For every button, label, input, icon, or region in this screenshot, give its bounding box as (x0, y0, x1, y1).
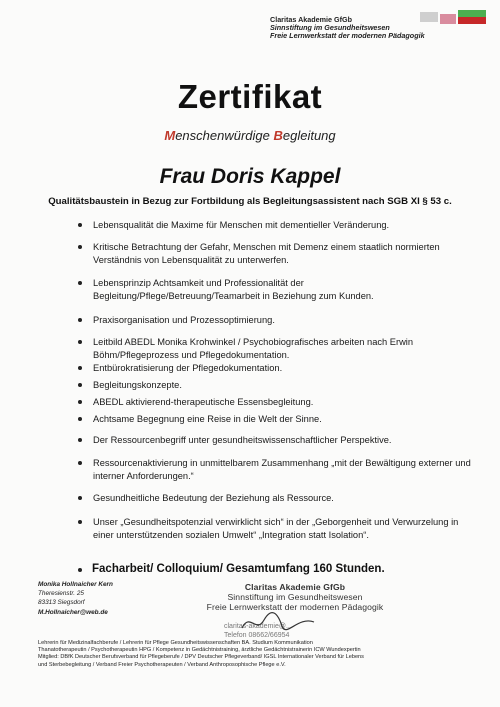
list-item-text: Gesundheitliche Bedeutung der Beziehung als Ressource. (93, 493, 334, 503)
logo-bar-red (458, 17, 486, 24)
bullet-icon (78, 438, 82, 442)
list-item-text: Praxisorganisation und Prozessoptimierung. (93, 315, 275, 325)
total-hours-text: Facharbeit/ Colloquium/ Gesamtumfang 160 Stunden. (92, 563, 385, 575)
footer-line-3: Mitglied: DBfK Deutscher Berufsverband für Pflegeberufe / DPV Deutscher Pflegeverband/ IGSL Internationaler Verband für Lebens (38, 654, 364, 661)
qualification-statement: Qualitätsbaustein in Bezug zur Fortbildung als Begleitungsassistent nach SGB XI § 53 c. (48, 196, 452, 207)
list-item (93, 516, 473, 541)
bullet-icon (78, 318, 82, 322)
certificate-title: Zertifikat (177, 78, 323, 115)
list-item-text: Lebensqualität die Maxime für Menschen mit dementieller Veränderung. (93, 220, 390, 230)
handwritten-signature (238, 608, 318, 638)
list-item (93, 314, 473, 327)
list-item-text: Der Ressourcenbegriff unter gesundheitswissenschaftlicher Perspektive. (93, 435, 392, 445)
bullet-icon (78, 417, 82, 421)
total-hours-line (92, 563, 385, 575)
list-item-text: Leitbild ABEDL Monika Krohwinkel / Psychobiografisches arbeiten nach Erwin Böhm/Pflegeprozess und Pflegedokumentation. (93, 337, 414, 360)
stamp-phone: Telefon 08662/66954 (224, 632, 290, 639)
stamp-line-1: Claritas Akademie GfGb (244, 582, 346, 592)
subtitle-initial-m: M (164, 128, 176, 143)
issuer-street: Theresienstr. 25 (38, 590, 84, 598)
academy-logo (270, 10, 492, 40)
logo-tagline-1: Sinnstiftung im Gesundheitswesen (270, 23, 390, 32)
logo-bar-green (458, 10, 486, 17)
footer-line-4: und Sterbebegleitung / Verband Freier Psychotherapeuten / Verband Anthroposophische Pflege e.V. (38, 661, 286, 668)
subtitle-word-1: enschenwürdige (175, 128, 274, 143)
issuer-city: 83313 Siegsdorf (38, 599, 85, 607)
bullet-icon (78, 366, 82, 370)
list-item-text: Ressourcenaktivierung in unmittelbarem Zusammenhang „mit der Bewältigung externer und interner Anforderungen.“ (93, 458, 471, 481)
bullet-icon (78, 245, 82, 249)
bullet-icon (78, 400, 82, 404)
list-item (93, 336, 473, 361)
issuer-name: Monika Hollnaicher Kern (38, 581, 113, 588)
stamp-line-3: Freie Lernwerkstatt der modernen Pädagogik (206, 602, 384, 612)
logo-bar-gray (420, 12, 438, 22)
bullet-icon (78, 496, 82, 500)
list-item (93, 413, 473, 426)
logo-bar-pink (440, 14, 456, 24)
logo-academy-name: Claritas Akademie GfGb (270, 15, 353, 24)
list-item (93, 492, 473, 505)
issuer-email: M.Hollnaicher@web.de (38, 608, 108, 616)
list-item (93, 362, 473, 375)
list-item-text: ABEDL aktivierend-therapeutische Essensbegleitung. (93, 397, 314, 407)
recipient-name: Frau Doris Kappel (159, 165, 341, 188)
issuer-credentials-footer (38, 640, 478, 669)
bullet-icon (78, 223, 82, 227)
footer-line-1: Lehrerin für Medizinalfachberufe / Lehrerin für Pflege Gesundheitswissenschaften BA. Studium Kommunikation (38, 640, 313, 646)
list-item (93, 396, 473, 409)
list-item (93, 434, 473, 447)
list-item-text: Begleitungskonzepte. (93, 380, 182, 390)
list-item-text: Unser „Gesundheitspotenzial verwirklicht sich“ in der „Geborgenheit und Verwurzelung in einer unterstützenden sozialen Umwelt“ „Integration statt Isolation“. (93, 517, 459, 540)
list-item (93, 241, 473, 266)
list-item-text: Lebensprinzip Achtsamkeit und Professionalität der Begleitung/Pflege/Betreuung/Teamarbeit in Beziehung zum Kunden. (93, 278, 374, 301)
footer-line-2: Thanatotherapeutin / Psychotherapeutin HPG / Kompetenz in Gedächtnistraining, ärztliche Gedächtnistrainerin ICW Wundexpertin (38, 647, 361, 654)
list-item (93, 457, 473, 482)
bullet-icon (78, 340, 82, 344)
list-item (93, 277, 473, 302)
logo-tagline-2: Freie Lernwerkstatt der modernen Pädagogik (270, 31, 425, 40)
list-item (93, 219, 473, 232)
issuer-contact (38, 580, 113, 617)
bullet-icon (78, 461, 82, 465)
bullet-icon (78, 383, 82, 387)
subtitle-word-2: egleitung (282, 128, 336, 143)
list-item-text: Achtsame Begegnung eine Reise in die Welt der Sinne. (93, 414, 322, 424)
bullet-icon (78, 281, 82, 285)
list-item-text: Entbürokratisierung der Pflegedokumentation. (93, 363, 283, 373)
bullet-icon (78, 568, 82, 572)
list-item (93, 379, 473, 392)
bullet-icon (78, 520, 82, 524)
logo-color-bars (420, 10, 486, 24)
stamp-line-2: Sinnstiftung im Gesundheitswesen (227, 592, 363, 602)
certificate-subtitle (0, 128, 500, 143)
stamp-email: claritas-akademie@... (224, 623, 292, 630)
list-item-text: Kritische Betrachtung der Gefahr, Menschen mit Demenz einem staatlich normierten Verständnis von Lebensqualität zu unterwerfen. (93, 242, 440, 265)
subtitle-initial-b: B (273, 128, 283, 143)
